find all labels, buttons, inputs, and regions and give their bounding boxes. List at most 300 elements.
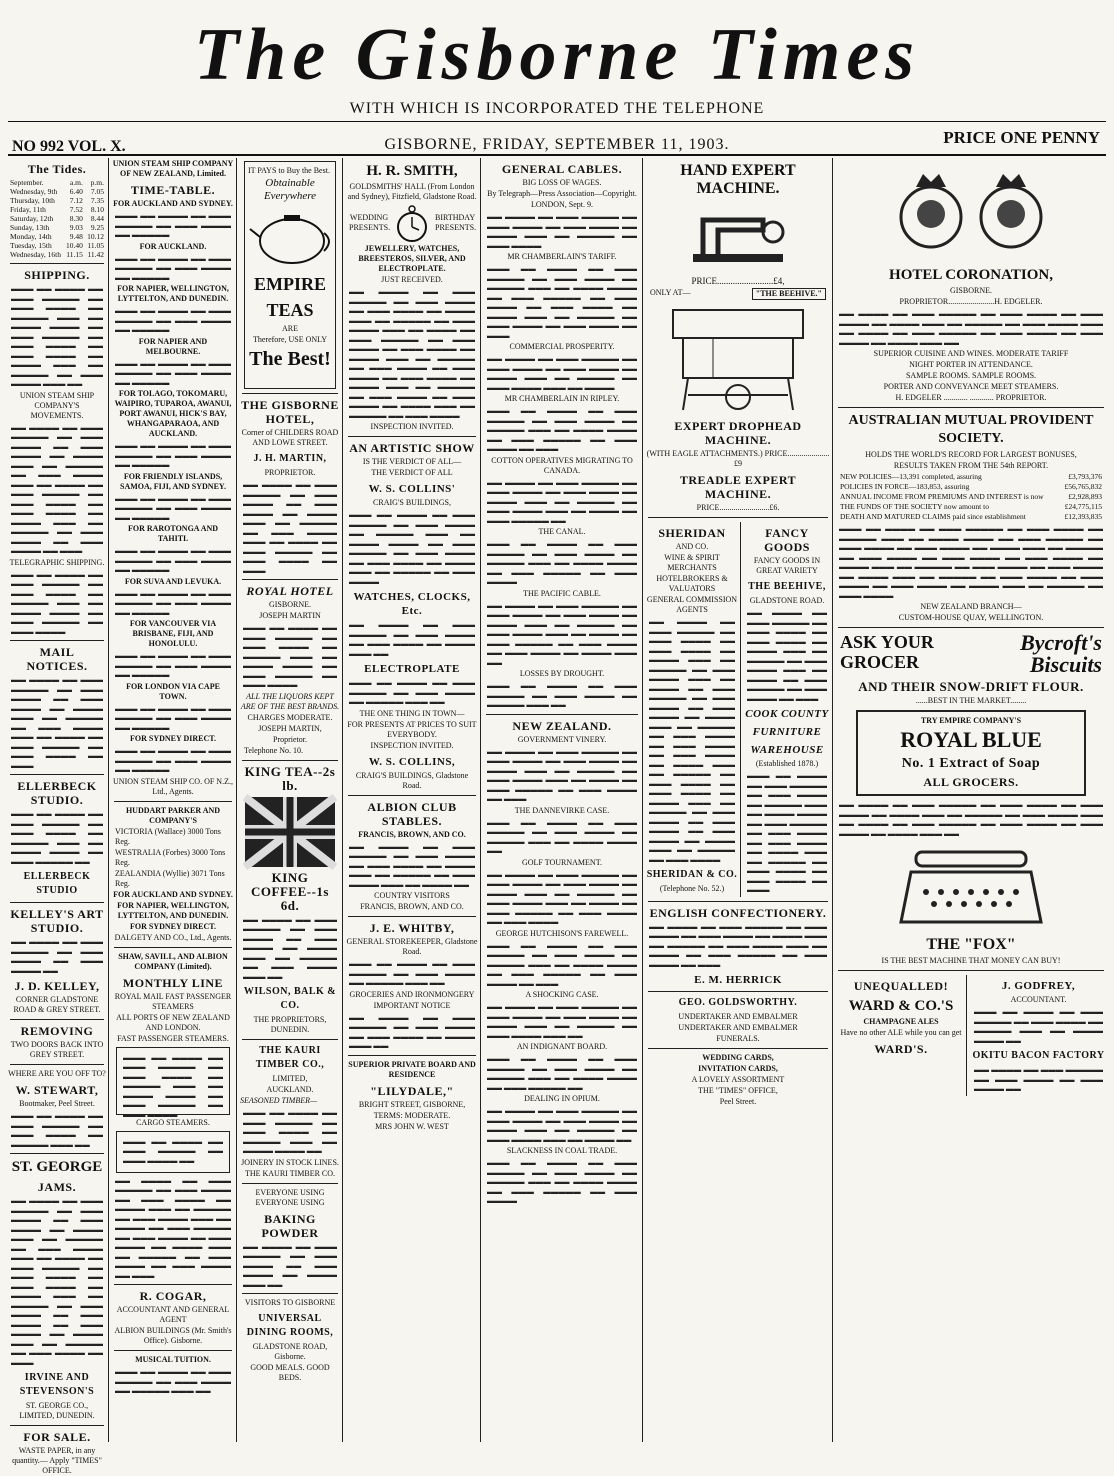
usso-agents: UNION STEAM SHIP CO. OF N.Z., Ltd., Agents. <box>113 776 233 796</box>
musical-heading: MUSICAL TUITION. <box>135 1355 211 1364</box>
column-1 <box>8 158 106 1475</box>
kauri-timber: THE KAURI TIMBER CO., <box>255 1045 325 1070</box>
port-heading: FOR RAROTONGA AND TAHITI. <box>127 524 219 543</box>
all-ports: ALL PORTS OF NEW ZEALAND AND LONDON. <box>116 1012 230 1032</box>
godfrey-heading: J. GODFREY, <box>1001 980 1076 992</box>
everyone-using: EVERYONE USING EVERYONE USING <box>255 1187 325 1207</box>
usso-heading: UNION STEAM SHIP COMPANY'S MOVEMENTS. <box>19 390 95 420</box>
beehive-box: "THE BEEHIVE." <box>752 288 826 300</box>
tide-row <box>8 223 106 232</box>
dateline: GISBORNE, FRIDAY, SEPTEMBER 11, 1903. <box>384 136 730 153</box>
watches-clocks: WATCHES, CLOCKS, Etc. <box>353 591 471 617</box>
irvine-sub: ST. GEORGE CO., LIMITED, DUNEDIN. <box>19 1401 95 1420</box>
smith-sub: GOLDSMITHS' HALL (From London and Sydney), Fitzfield, Gladstone Road. <box>347 182 477 201</box>
amp-figures <box>836 472 1106 522</box>
have-no-other: Have no other ALE while you can get <box>840 1028 962 1037</box>
tide-cell: 8.44 <box>90 214 104 223</box>
london-date: LONDON, Sept. 9. <box>531 200 593 209</box>
filler-text: ▬▬▬ ▬▬ ▬▬▬▬ ▬▬ ▬▬▬ ▬▬▬▬▬ ▬▬ ▬▬▬ ▬▬▬▬ ▬▬ ▬▬▬▬▬ <box>115 441 231 469</box>
cargo-steamers: CARGO STEAMERS. <box>136 1117 210 1127</box>
superior-cuisine: SUPERIOR CUISINE AND WINES. MODERATE TARIFF <box>873 349 1069 358</box>
filler-text: ▬▬▬ ▬▬ ▬▬▬▬ ▬▬ ▬▬▬ ▬▬▬▬▬ ▬▬ ▬▬▬ ▬▬▬▬ ▬▬ ▬▬▬▬▬ ▬▬▬ ▬▬ ▬▬▬▬ ▬▬▬▬ ▬▬ ▬▬▬ ▬▬▬▬▬ ▬▬ ▬▬▬ ▬▬▬▬ ▬▬ ▬▬▬ ▬▬▬▬ ▬▬ ▬▬▬▬ ▬▬▬ ▬▬ ▬▬▬▬▬ ▬▬ ▬▬▬ ▬▬▬▬ ▬▬ ▬▬▬ ▬▬▬▬ ▬▬ ▬▬▬ <box>747 771 827 894</box>
godfrey-block <box>967 975 1106 1096</box>
filler-text: ▬▬ ▬▬▬▬ ▬▬ ▬▬▬ ▬▬▬▬▬ ▬▬ ▬▬▬ ▬▬▬▬ ▬▬ ▬▬▬ ▬▬▬▬ ▬▬ ▬▬▬▬ ▬▬▬ ▬▬ ▬▬▬▬▬ ▬▬ ▬▬▬ ▬▬▬▬ ▬▬▬ ▬▬ ▬▬▬▬ ▬▬ ▬▬▬ ▬▬▬▬▬ ▬▬ <box>487 477 637 525</box>
it-pays: IT PAYS to Buy the Best. <box>248 166 330 175</box>
coronation-heading: HOTEL CORONATION, <box>889 267 1053 283</box>
filler-text: ▬▬▬ ▬▬ ▬▬▬▬ ▬▬ ▬▬▬ ▬▬▬▬▬ ▬▬ ▬▬▬ ▬▬▬▬ ▬▬ ▬▬▬▬▬ <box>115 211 231 239</box>
royal-blue-ad <box>856 710 1086 796</box>
biscuits: Biscuits <box>1029 652 1102 677</box>
superior-board: SUPERIOR PRIVATE BOARD AND RESIDENCE <box>348 1059 476 1079</box>
filler-text: ▬▬▬ ▬▬ ▬▬▬▬ ▬▬ ▬▬▬ ▬▬▬▬▬ ▬▬ ▬▬▬ ▬▬▬▬ ▬▬ ▬▬▬▬▬ ▬▬▬ ▬▬ ▬▬▬▬ ▬▬▬▬ ▬▬ ▬▬▬ ▬▬▬▬▬ ▬▬ ▬▬▬ ▬▬▬▬ ▬▬ ▬▬▬ ▬▬▬▬ ▬▬ ▬▬▬▬ ▬▬▬ ▬▬ ▬▬▬▬▬ ▬▬ ▬▬▬ ▬▬▬▬ ▬▬ ▬▬▬ ▬▬▬▬ ▬▬ ▬▬▬ ▬▬▬▬ ▬▬ ▬▬▬▬ ▬▬▬ ▬▬ ▬▬▬▬▬ ▬▬ ▬▬▬ ▬▬▬▬ ▬▬ ▬▬▬ ▬▬▬▬ ▬▬ ▬▬▬▬ ▬▬▬ ▬▬ ▬▬▬▬▬ ▬▬ ▬▬▬ ▬▬▬▬ ▬▬ ▬▬▬ ▬▬▬▬ ▬▬ ▬▬▬ ▬▬▬▬ ▬▬ ▬▬▬▬ ▬▬▬ ▬▬ ▬▬▬▬▬ ▬▬ ▬▬▬ ▬▬▬▬ <box>839 524 1103 600</box>
tide-cell: 9.25 <box>90 223 104 232</box>
royal-hotel: ROYAL HOTEL <box>246 584 334 598</box>
joinery: JOINERY IN STOCK LINES. <box>241 1157 339 1167</box>
amp-figure-label: DEATH AND MATURED CLAIMS paid since establishment <box>840 512 1026 521</box>
treadle-price: PRICE.........................£6. <box>696 503 780 512</box>
filler-text: ▬▬▬ ▬▬ ▬▬▬▬ ▬▬ ▬▬▬ ▬▬▬▬▬ ▬▬ ▬▬▬ ▬▬▬▬ ▬▬ ▬▬▬▬▬ ▬▬▬ ▬▬ ▬▬▬▬ ▬▬▬▬ ▬▬ ▬▬▬ ▬▬▬▬▬ ▬▬ ▬▬▬ ▬▬▬▬ <box>487 539 637 586</box>
kauri-footer: THE KAURI TIMBER CO. <box>244 1168 336 1178</box>
peel-street: Peel Street. <box>719 1097 757 1106</box>
sewing-machine-icon <box>678 202 798 272</box>
whitby-heading: J. E. WHITBY, <box>369 921 455 935</box>
lovely-assortment: A LOVELY ASSORTMENT <box>691 1075 785 1084</box>
francis-brown: FRANCIS, BROWN, AND CO. <box>358 829 466 839</box>
filler-text: ▬▬ ▬▬▬▬ ▬▬ ▬▬▬ ▬▬▬▬▬ ▬▬ ▬▬▬ ▬▬▬▬ ▬▬ ▬▬▬ ▬▬▬▬ ▬▬ ▬▬▬▬ ▬▬▬ ▬▬ ▬▬▬▬▬ ▬▬ ▬▬▬ ▬▬▬▬ ▬▬▬ ▬▬ ▬▬▬▬ ▬▬ ▬▬▬ ▬▬▬▬▬ ▬▬ ▬▬▬ ▬▬▬▬ ▬▬ ▬▬▬ ▬▬▬▬ ▬▬ ▬▬▬▬ ▬▬▬ ▬▬ ▬▬▬▬▬ ▬▬ ▬▬▬ ▬▬▬▬ ▬▬ ▬▬▬ ▬▬▬▬ ▬▬ ▬▬▬ <box>11 422 103 555</box>
column-rule <box>236 158 237 1442</box>
filler-text: ▬▬ ▬▬▬▬ ▬▬ ▬▬▬ ▬▬▬▬▬ ▬▬ ▬▬▬ ▬▬▬▬ ▬▬ ▬▬▬ ▬▬▬▬ ▬▬ ▬▬▬▬ ▬▬▬ ▬▬ ▬▬▬▬▬ ▬▬ ▬▬▬ ▬▬▬▬ ▬▬▬ ▬▬ ▬▬▬▬ ▬▬ ▬▬▬ ▬▬▬▬▬ ▬▬ ▬▬▬ ▬▬▬▬ ▬▬ ▬▬▬ <box>243 480 337 575</box>
port-heading: FOR NAPIER, WELLINGTON, LYTTELTON, AND DUNEDIN. <box>117 284 229 303</box>
port-heading: FOR NAPIER AND MELBOURNE. <box>138 336 208 356</box>
snow-drift-flour: AND THEIR SNOW-DRIFT FLOUR. <box>858 679 1084 694</box>
kelley-heading: KELLEY'S ART STUDIO. <box>10 907 104 935</box>
lilydale-address: BRIGHT STREET, GISBORNE, <box>358 1099 466 1109</box>
artistic-show: AN ARTISTIC SHOW <box>349 441 475 455</box>
jewellery: JEWELLERY, WATCHES, BREESTEROS, SILVER, AND ELECTROPLATE. <box>358 244 466 273</box>
slackness-coal: SLACKNESS IN COAL TRADE. <box>506 1146 618 1155</box>
filler-text: ▬▬▬ ▬▬ ▬▬▬▬ ▬▬ ▬▬▬ ▬▬▬▬▬ ▬▬ ▬▬▬ ▬▬▬▬ ▬▬ <box>123 1136 223 1165</box>
royal-blue: ROYAL BLUE <box>900 727 1042 752</box>
are: ARE <box>282 324 298 333</box>
filler-text: ▬▬ ▬▬▬▬ ▬▬ ▬▬▬ ▬▬▬▬▬ ▬▬ ▬▬▬ ▬▬▬▬ ▬▬ ▬▬▬ ▬▬▬▬ ▬▬ ▬▬▬▬ ▬▬▬ ▬▬ ▬▬▬▬▬ ▬▬ ▬▬▬ ▬▬▬▬ ▬▬▬ ▬▬ ▬▬▬▬ <box>487 354 637 392</box>
mail-heading: MAIL NOTICES. <box>26 645 88 673</box>
electroplate: ELECTROPLATE <box>364 663 460 675</box>
inspection-invited: INSPECTION INVITED. <box>370 422 454 431</box>
undertaker-2: UNDERTAKER AND EMBALMER <box>678 1023 798 1032</box>
one-thing: THE ONE THING IN TOWN— <box>359 708 465 718</box>
route-heading: FOR NAPIER, WELLINGTON, LYTTELTON, AND DUNEDIN. <box>117 900 229 920</box>
seasoned-timber: SEASONED TIMBER— <box>240 1096 318 1105</box>
tide-cell: 11.15 <box>66 250 83 259</box>
shaw-heading: SHAW, SAVILL, AND ALBION COMPANY (Limited). <box>118 951 228 971</box>
tide-cell: Sunday, 13th <box>10 223 50 232</box>
groceries: GROCERIES AND IRONMONGERY <box>349 989 475 999</box>
tide-cell: Tuesday, 15th <box>10 241 52 250</box>
filler-text: ▬▬ ▬▬▬▬ ▬▬ ▬▬▬ ▬▬▬▬▬ ▬▬ ▬▬▬ ▬▬▬▬ ▬▬ ▬▬▬ ▬▬▬▬ ▬▬ ▬▬▬▬ ▬▬▬ ▬▬ ▬▬▬▬▬ ▬▬ ▬▬▬ ▬▬▬▬ ▬▬▬ ▬▬ ▬▬▬▬ ▬▬ ▬▬▬ ▬▬▬▬▬ ▬▬ ▬▬▬ ▬▬▬▬ ▬▬ ▬▬▬ ▬▬▬▬ <box>487 869 637 926</box>
amp-figure-row <box>836 472 1106 482</box>
kelley-address: CORNER GLADSTONE ROAD & GREY STREET. <box>13 995 101 1014</box>
commission-agents: GENERAL COMMISSION AGENTS <box>646 595 738 614</box>
tide-cell: 7.05 <box>90 187 104 196</box>
dealing-opium: DEALING IN OPIUM. <box>524 1094 600 1103</box>
sheridan-telephone: (Telephone No. 52.) <box>659 884 725 893</box>
champagne-ales: CHAMPAGNE ALES <box>863 1017 939 1026</box>
teapot-icon <box>248 207 336 267</box>
column-rule <box>108 158 109 1442</box>
amp-figure-value: £2,928,893 <box>1068 492 1102 501</box>
route-heading: FOR AUCKLAND AND SYDNEY. <box>113 889 233 899</box>
filler-text: ▬▬▬ ▬▬ ▬▬▬▬ ▬▬ ▬▬▬ ▬▬▬▬▬ ▬▬ ▬▬▬ ▬▬▬▬ ▬▬ ▬▬▬▬▬ ▬▬▬ ▬▬ ▬▬▬▬ ▬▬▬▬ ▬▬ ▬▬▬ ▬▬▬▬▬ ▬▬ ▬▬▬ ▬▬▬▬ <box>487 1158 637 1205</box>
filler-text: ▬▬ ▬▬▬▬ ▬▬ ▬▬▬ ▬▬▬▬▬ ▬▬ ▬▬▬ ▬▬▬▬ ▬▬ ▬▬▬ ▬▬▬▬ ▬▬ ▬▬▬▬ ▬▬▬ ▬▬ ▬▬▬▬▬ ▬▬ ▬▬▬ ▬▬▬▬ ▬▬▬ ▬▬ ▬▬▬▬ ▬▬ ▬▬▬ ▬▬▬▬▬ ▬▬ ▬▬▬ ▬▬▬▬ ▬▬ ▬▬▬ ▬▬▬▬ ▬▬ ▬▬▬▬ ▬▬▬ ▬▬ <box>839 309 1103 347</box>
amp-figure-row <box>836 492 1106 502</box>
filler-text: ▬▬▬ ▬▬ ▬▬▬▬ ▬▬ ▬▬▬ ▬▬▬▬▬ ▬▬ ▬▬▬ ▬▬▬▬ ▬▬ ▬▬▬▬▬ ▬▬▬ ▬▬ ▬▬▬▬ ▬▬▬▬ ▬▬ ▬▬▬ ▬▬▬▬▬ ▬▬ ▬▬▬ ▬▬▬▬ <box>11 569 103 636</box>
filler-text: ▬▬▬ ▬▬ ▬▬▬▬ ▬▬ ▬▬▬ ▬▬▬▬▬ ▬▬ ▬▬▬ ▬▬▬▬ ▬▬ ▬▬▬▬▬ ▬▬▬ ▬▬ ▬▬▬▬ ▬▬▬▬ ▬▬ ▬▬▬ ▬▬▬▬▬ ▬▬ ▬▬▬ ▬▬▬▬ <box>243 623 337 689</box>
coronation-proprietor: PROPRIETOR.......................H. EDGELER. <box>899 297 1043 306</box>
tide-cell: 7.52 <box>69 205 83 214</box>
issue-number: NO 992 VOL. X. <box>12 138 126 155</box>
wedding-presents: WEDDING PRESENTS. <box>349 213 391 232</box>
bycroft-ad <box>836 632 1106 676</box>
ellerbeck-footer: ELLERBECK STUDIO <box>23 871 91 896</box>
dalgety-agents: DALGETY AND CO., Ltd., Agents. <box>114 932 232 942</box>
beehive-heading: THE BEEHIVE, <box>748 581 826 592</box>
filler-text: ▬▬▬ ▬▬ ▬▬▬▬ ▬▬ ▬▬▬ ▬▬▬▬▬ ▬▬ ▬▬▬ ▬▬▬▬ ▬▬ ▬▬▬▬▬ ▬▬▬ ▬▬ ▬▬▬▬ ▬▬▬▬ ▬▬ ▬▬▬ ▬▬▬▬▬ ▬▬ ▬▬▬ ▬▬▬▬ ▬▬ ▬▬▬ ▬▬▬▬ ▬▬ ▬▬▬▬ ▬▬▬ ▬▬ ▬▬▬▬▬ ▬▬ ▬▬▬ ▬▬▬▬ ▬▬ ▬▬▬ ▬▬▬▬ ▬▬ ▬▬▬ <box>487 264 637 340</box>
invitation-cards: INVITATION CARDS, <box>698 1064 778 1073</box>
masthead <box>0 0 1114 155</box>
filler-text: ▬▬▬ ▬▬ ▬▬▬▬ ▬▬ ▬▬▬ ▬▬▬▬▬ ▬▬ ▬▬▬ ▬▬▬▬ ▬▬ ▬▬▬▬▬ ▬▬▬ ▬▬ <box>349 678 475 706</box>
country-visitors: COUNTRY VISITORS <box>374 891 450 900</box>
sheridan-block <box>646 522 741 897</box>
stewart-name: W. STEWART, <box>15 1083 99 1097</box>
fox-sub: IS THE BEST MACHINE THAT MONEY CAN BUY! <box>881 956 1061 965</box>
good-meals: GOOD MEALS. GOOD BEDS. <box>250 1363 330 1382</box>
royal-hotel-place: GISBORNE. <box>268 600 311 609</box>
royal-hotel-liquors: ALL THE LIQUORS KEPT ARE OF THE BEST BRANDS. <box>240 691 340 711</box>
royal-mail: ROYAL MAIL FAST PASSENGER STEAMERS <box>114 991 232 1011</box>
ward-heading: WARD & CO.'S <box>848 998 954 1014</box>
tide-row <box>8 178 106 187</box>
column-6 <box>646 158 830 1442</box>
filler-text: ▬▬▬ ▬▬ ▬▬▬▬ ▬▬ ▬▬▬ ▬▬▬▬▬ ▬▬ ▬▬▬ ▬▬▬▬ ▬▬ ▬▬▬▬▬ ▬▬▬ ▬▬ ▬▬▬▬ ▬▬▬▬ ▬▬ <box>243 1108 337 1155</box>
filler-text: ▬▬ ▬▬▬▬ ▬▬ ▬▬▬ ▬▬▬▬▬ ▬▬ ▬▬▬ ▬▬▬▬ ▬▬ ▬▬▬ ▬▬▬▬ ▬▬ ▬▬▬▬ ▬▬▬ ▬▬ ▬▬▬▬▬ ▬▬ ▬▬▬ ▬▬▬▬ ▬▬▬ ▬▬ ▬▬▬▬ ▬▬ ▬▬▬ ▬▬▬▬▬ ▬▬ ▬▬▬ ▬▬▬▬ ▬▬ ▬▬▬ <box>649 921 827 969</box>
cogar-address: ALBION BUILDINGS (Mr. Smith's Office). Gisborne. <box>114 1326 232 1345</box>
column-rule <box>832 158 833 1442</box>
divider <box>8 154 1106 156</box>
jams-heading: JAMS. <box>37 1180 77 1194</box>
filler-text: ▬▬ ▬▬▬▬ ▬▬ ▬▬▬ ▬▬▬▬▬ ▬▬ ▬▬▬ ▬▬▬▬ ▬▬ ▬▬▬ ▬▬▬▬ ▬▬ ▬▬▬▬ ▬▬▬ ▬▬ ▬▬▬▬▬ ▬▬ ▬▬▬ ▬▬▬▬ ▬▬▬ ▬▬ <box>243 914 337 981</box>
pacific-cable: THE PACIFIC CABLE. <box>523 588 601 598</box>
filler-text: ▬▬▬ ▬▬ ▬▬▬▬ ▬▬ ▬▬▬ ▬▬▬▬▬ ▬▬ ▬▬▬ ▬▬▬▬ ▬▬ ▬▬▬▬▬ ▬▬▬ ▬▬ <box>115 1367 231 1395</box>
amp-figure-label: NEW POLICIES—13,391 completed, assuring <box>840 472 982 481</box>
telegraphic-heading: TELEGRAPHIC SHIPPING. <box>9 557 105 567</box>
general-cables: GENERAL CABLES. <box>501 162 623 176</box>
only-at: ONLY AT— <box>650 288 691 297</box>
filler-text: ▬▬▬ ▬▬ ▬▬▬▬ ▬▬ ▬▬▬ ▬▬▬▬▬ ▬▬ ▬▬▬ ▬▬▬▬ ▬▬ ▬▬▬▬▬ ▬▬▬ ▬▬ ▬▬▬▬ ▬▬▬▬ ▬▬ <box>974 1007 1103 1045</box>
ask-your-grocer <box>840 632 934 676</box>
inspection-invited-2: INSPECTION INVITED. <box>370 740 454 750</box>
telephone: Telephone No. 10. <box>244 745 303 755</box>
filler-text: ▬▬ ▬▬▬▬ ▬▬ ▬▬▬ ▬▬▬▬▬ ▬▬ ▬▬▬ ▬▬▬▬ ▬▬ ▬▬▬ ▬▬▬▬ ▬▬ ▬▬▬▬ ▬▬▬ ▬▬ ▬▬▬▬▬ ▬▬ ▬▬▬ ▬▬▬▬ ▬▬▬ ▬▬ ▬▬▬▬ ▬▬ ▬▬▬ ▬▬▬▬▬ ▬▬ ▬▬▬ ▬▬▬▬ ▬▬ ▬▬▬ ▬▬▬▬ ▬▬ ▬▬▬▬ ▬▬▬ ▬▬ ▬▬▬▬▬ ▬▬ ▬▬▬ ▬▬▬▬ ▬▬ ▬▬▬ ▬▬▬▬ ▬▬ ▬▬▬ ▬▬▬▬ ▬▬ ▬▬▬▬ ▬▬▬ ▬▬ ▬▬▬▬▬ ▬▬ ▬▬▬ ▬▬▬▬ ▬▬ ▬▬▬ <box>11 1196 103 1367</box>
royal-portraits-icon <box>871 162 1071 262</box>
goldsworthy: GEO. GOLDSWORTHY. <box>678 997 798 1008</box>
monthly-line: MONTHLY LINE <box>122 975 224 990</box>
filler-text: ▬▬▬ ▬▬ ▬▬▬▬ ▬▬ ▬▬▬ ▬▬▬▬▬ ▬▬ ▬▬▬ ▬▬▬▬ ▬▬ ▬▬▬▬▬ ▬▬▬ ▬▬ <box>11 1111 103 1149</box>
filler-text: ▬▬ ▬▬▬▬ ▬▬ ▬▬▬ ▬▬▬▬▬ ▬▬ ▬▬▬ ▬▬▬▬ ▬▬ ▬▬▬ ▬▬▬▬ ▬▬ ▬▬▬▬ ▬▬▬ ▬▬ <box>243 1241 337 1289</box>
tide-cell: Saturday, 12th <box>10 214 54 223</box>
wilson-balk-sub: THE PROPRIETORS, DUNEDIN. <box>253 1015 327 1034</box>
albion-stables: ALBION CLUB STABLES. <box>367 799 457 828</box>
porter-conveyance: PORTER AND CONVEYANCE MEET STEAMERS. <box>883 382 1059 391</box>
gisborne-hotel: THE GISBORNE HOTEL, <box>241 398 339 426</box>
filler-text: ▬▬▬ ▬▬ ▬▬▬▬ ▬▬ ▬▬▬ ▬▬▬▬▬ ▬▬ ▬▬▬ ▬▬▬▬ ▬▬ ▬▬▬▬▬ ▬▬▬ ▬▬ ▬▬▬▬ ▬▬▬▬ ▬▬ ▬▬▬ ▬▬▬▬▬ ▬▬ ▬▬▬ ▬▬▬▬ <box>123 1052 223 1119</box>
pocket-watch-icon <box>395 203 429 243</box>
dannevirke-case: THE DANNEVIRKE CASE. <box>514 805 610 815</box>
wedding-cards: WEDDING CARDS, <box>702 1053 774 1062</box>
drophead-heading: EXPERT DROPHEAD MACHINE. <box>674 419 802 447</box>
filler-text: ▬▬ ▬▬▬▬ ▬▬ ▬▬▬ ▬▬▬▬▬ ▬▬ ▬▬▬ ▬▬▬▬ ▬▬ ▬▬▬ ▬▬▬▬ ▬▬ ▬▬▬▬ ▬▬▬ ▬▬ ▬▬▬▬▬ ▬▬ ▬▬▬ ▬▬▬▬ ▬▬▬ ▬▬ ▬▬▬▬ ▬▬ ▬▬▬ ▬▬▬▬▬ ▬▬ ▬▬▬ ▬▬▬▬ ▬▬ ▬▬▬ <box>11 675 103 770</box>
amp-figure-value: £24,775,115 <box>1064 502 1102 511</box>
presents-prices: FOR PRESENTS AT PRICES TO SUIT EVERYBODY. <box>347 719 477 739</box>
warehouse: WAREHOUSE <box>750 744 824 756</box>
indignant-board: AN INDIGNANT BOARD. <box>516 1042 608 1051</box>
tides-table <box>8 178 106 259</box>
kauri-limited: LIMITED, <box>272 1074 308 1083</box>
gisborne-hotel-owner: J. H. MARTIN, <box>253 453 327 464</box>
bycroft: Bycroft's <box>1020 630 1102 655</box>
ask-your: ASK YOUR <box>840 632 934 652</box>
smith-presents-row <box>346 203 478 243</box>
kauri-auckland: AUCKLAND. <box>266 1085 314 1094</box>
king-tea: KING TEA--2s lb. <box>244 763 336 793</box>
amp-figure-row <box>836 502 1106 512</box>
tide-row <box>8 187 106 196</box>
hutchison-farewell: GEORGE HUTCHISON'S FAREWELL. <box>495 928 629 938</box>
nz-branch: NEW ZEALAND BRANCH— <box>920 602 1022 611</box>
all-grocers: ALL GROCERS. <box>923 775 1019 789</box>
new-zealand: NEW ZEALAND. <box>512 718 612 733</box>
empire-teas-ad <box>244 161 336 389</box>
verdict-1: IS THE VERDICT OF ALL— <box>362 457 462 466</box>
filler-text: ▬▬ ▬▬▬▬ ▬▬ ▬▬▬ ▬▬▬▬▬ ▬▬ ▬▬▬ ▬▬▬▬ ▬▬ ▬▬▬ ▬▬▬▬ ▬▬ ▬▬▬▬ ▬▬▬ ▬▬ ▬▬▬▬▬ ▬▬ ▬▬▬ ▬▬▬▬ <box>487 212 637 250</box>
verdict-2: THE VERDICT OF ALL <box>371 468 453 477</box>
whitby-sub: GENERAL STOREKEEPER, Gladstone Road. <box>346 937 478 956</box>
amp-figure-row <box>836 512 1106 522</box>
filler-text: ▬▬ ▬▬▬▬ ▬▬ ▬▬▬ ▬▬▬▬▬ ▬▬ ▬▬▬ ▬▬▬▬ ▬▬ ▬▬▬ ▬▬▬▬ ▬▬ ▬▬▬▬ ▬▬▬ ▬▬ ▬▬▬▬▬ ▬▬ ▬▬▬ ▬▬▬▬ ▬▬▬ ▬▬ ▬▬▬▬ ▬▬ <box>349 841 475 889</box>
column-7 <box>836 158 1106 1442</box>
sheridan-heading: SHERIDAN <box>658 526 726 540</box>
fox-heading: THE "FOX" <box>926 936 1016 953</box>
filler-text: ▬▬▬ ▬▬ ▬▬▬▬ ▬▬ ▬▬▬ ▬▬▬▬▬ ▬▬ ▬▬▬ ▬▬▬▬ ▬▬ ▬▬▬▬▬ ▬▬▬ ▬▬ ▬▬▬▬ ▬▬▬▬ ▬▬ ▬▬▬ ▬▬▬▬▬ ▬▬ <box>11 809 103 866</box>
cogar-heading: R. COGAR, <box>139 1289 207 1303</box>
accountant: ACCOUNTANT. <box>1010 995 1067 1004</box>
collins-footer-address: CRAIG'S BUILDINGS, Gladstone Road. <box>355 770 469 790</box>
tide-row <box>8 241 106 250</box>
commercial-prosperity: COMMERCIAL PROSPERITY. <box>509 342 615 351</box>
filler-text: ▬▬▬ ▬▬ ▬▬▬▬ ▬▬ ▬▬▬ ▬▬▬▬▬ ▬▬ ▬▬▬ ▬▬▬▬ ▬▬ ▬▬▬▬▬ ▬▬▬ ▬▬ <box>349 959 475 987</box>
tide-row <box>8 205 106 214</box>
port-heading: FOR SYDNEY DIRECT. <box>129 734 216 743</box>
huddart-heading: HUDDART PARKER AND COMPANY'S <box>125 805 221 825</box>
cargo-table <box>116 1131 230 1173</box>
filler-text: ▬▬▬ ▬▬ ▬▬▬▬ ▬▬ ▬▬▬ ▬▬▬▬▬ ▬▬ ▬▬▬ ▬▬▬▬ ▬▬ ▬▬▬▬▬ <box>115 588 231 617</box>
best-in-market: ......BEST IN THE MARKET........ <box>915 696 1027 705</box>
tide-row <box>8 196 106 205</box>
filler-text: ▬▬ ▬▬▬▬ ▬▬ ▬▬▬ ▬▬▬▬▬ ▬▬ ▬▬▬ ▬▬▬▬ ▬▬ ▬▬▬ ▬▬▬▬ ▬▬ <box>11 937 103 975</box>
filler-text: ▬▬ ▬▬▬▬ ▬▬ ▬▬▬ ▬▬▬▬▬ ▬▬ ▬▬▬ ▬▬▬▬ ▬▬ ▬▬▬ ▬▬▬▬ ▬▬ ▬▬▬▬ ▬▬▬ ▬▬ ▬▬▬▬▬ ▬▬ ▬▬▬ ▬▬▬▬ ▬▬▬ ▬▬ ▬▬▬▬ ▬▬ ▬▬▬ ▬▬▬▬▬ ▬▬ ▬▬▬ ▬▬▬▬ ▬▬ ▬▬▬ ▬▬▬▬ ▬▬ ▬▬▬▬ ▬▬▬ ▬▬ <box>487 600 637 667</box>
royal-hotel-proprietor: JOSEPH MARTIN, <box>258 723 322 733</box>
column-4 <box>346 158 478 1442</box>
times-office: THE "TIMES" OFFICE, <box>698 1086 778 1095</box>
filler-text: ▬▬ ▬▬▬▬ ▬▬ ▬▬▬ ▬▬▬▬▬ ▬▬ ▬▬▬ ▬▬▬▬ ▬▬ ▬▬▬ ▬▬▬▬ ▬▬ ▬▬▬▬ ▬▬▬ ▬▬ ▬▬▬▬▬ ▬▬ ▬▬▬ ▬▬▬▬ ▬▬▬ ▬▬ <box>487 1002 637 1040</box>
filler-text: ▬▬▬ ▬▬ ▬▬▬▬ ▬▬ ▬▬▬ ▬▬▬▬▬ ▬▬ ▬▬▬ ▬▬▬▬ ▬▬ ▬▬▬▬▬ <box>115 746 231 774</box>
amp-results: RESULTS TAKEN FROM THE 54th REPORT. <box>893 461 1049 470</box>
where-line: WHERE ARE YOU OFF TO? <box>8 1069 106 1078</box>
baking-powder: BAKING POWDER <box>261 1211 319 1240</box>
port-heading: FOR AUCKLAND. <box>139 241 207 251</box>
kelley-name: J. D. KELLEY, <box>14 979 100 993</box>
birthday-presents: BIRTHDAY PRESENTS. <box>435 213 477 232</box>
filler-text: ▬▬ ▬▬▬▬ ▬▬ ▬▬▬ ▬▬▬▬▬ ▬▬ ▬▬▬ ▬▬▬▬ ▬▬ ▬▬▬ ▬▬▬▬ ▬▬ ▬▬▬▬ ▬▬▬ ▬▬ <box>349 620 475 658</box>
the-best: The Best! <box>249 348 331 370</box>
just-received: JUST RECEIVED. <box>381 275 443 284</box>
filler-text: ▬▬▬ ▬▬ ▬▬▬▬ ▬▬ ▬▬▬ ▬▬▬▬▬ ▬▬ ▬▬▬ ▬▬▬▬ ▬▬ ▬▬▬▬▬ <box>115 703 231 732</box>
tide-cell: 10.12 <box>87 232 104 241</box>
for-sale-heading: FOR SALE. <box>23 1430 91 1444</box>
shipping-heading: SHIPPING. <box>24 268 90 282</box>
filler-text: ▬▬▬ ▬▬ ▬▬▬▬ ▬▬ ▬▬▬ ▬▬▬▬▬ ▬▬ ▬▬▬ ▬▬▬▬ ▬▬ ▬▬▬▬▬ ▬▬▬ ▬▬ ▬▬▬▬ ▬▬▬▬ ▬▬ <box>487 817 637 855</box>
universal-address: GLADSTONE ROAD, Gisborne. <box>252 1342 328 1361</box>
funerals: FUNERALS. <box>716 1034 760 1043</box>
unequalled: UNEQUALLED! <box>853 979 949 993</box>
established: (Established 1878.) <box>755 759 819 768</box>
royal-hotel-charges: CHARGES MODERATE. <box>247 712 333 722</box>
tide-cell: 11.42 <box>87 250 104 259</box>
cotton-operatives: COTTON OPERATIVES MIGRATING TO CANADA. <box>491 455 633 475</box>
important-notice: IMPORTANT NOTICE <box>373 1000 451 1010</box>
filler-text: ▬▬▬ ▬▬ ▬▬▬▬ ▬▬ ▬▬▬ ▬▬▬▬▬ ▬▬ ▬▬▬ ▬▬▬▬ ▬▬ ▬▬▬▬▬ <box>115 546 231 574</box>
losses-drought: LOSSES BY DROUGHT. <box>519 669 605 678</box>
filler-text: ▬▬▬ ▬▬ ▬▬▬▬ ▬▬ ▬▬▬ ▬▬▬▬▬ ▬▬ ▬▬▬ ▬▬▬▬ ▬▬ ▬▬▬▬▬ ▬▬▬ ▬▬ <box>487 681 637 709</box>
herrick: E. M. HERRICK <box>694 974 782 986</box>
gisborne-hotel-role: PROPRIETOR. <box>264 468 316 477</box>
tide-cell: 9.48 <box>69 232 83 241</box>
price: PRICE ONE PENNY <box>943 128 1100 147</box>
filler-text: ▬▬ ▬▬▬▬ ▬▬ ▬▬▬ ▬▬▬▬▬ ▬▬ ▬▬▬ ▬▬▬▬ ▬▬ ▬▬▬ ▬▬▬▬ ▬▬ <box>974 1065 1103 1093</box>
amp-figure-value: £12,393,835 <box>1064 512 1102 521</box>
tide-row <box>8 214 106 223</box>
obtainable: Obtainable Everywhere <box>263 177 317 202</box>
filler-text: ▬▬▬ ▬▬ ▬▬▬▬ ▬▬ ▬▬▬ ▬▬▬▬▬ ▬▬ ▬▬▬ ▬▬▬▬ ▬▬ ▬▬▬▬▬ <box>115 306 231 334</box>
fancy-goods-sub: FANCY GOODS IN GREAT VARIETY <box>753 556 821 575</box>
amp-figure-value: £56,765,832 <box>1064 482 1102 491</box>
royal-hotel-proprietor-role: Proprietor. <box>273 734 307 744</box>
collins-heading: W. S. COLLINS' <box>368 483 456 495</box>
king-coffee: KING COFFEE--1s 6d. <box>251 869 329 913</box>
lilydale: "LILYDALE," <box>370 1083 454 1098</box>
filler-text: ▬▬ ▬▬▬▬ ▬▬ ▬▬▬ ▬▬▬▬▬ ▬▬ ▬▬▬ ▬▬▬▬ ▬▬ ▬▬▬ ▬▬▬▬ ▬▬ ▬▬▬▬ ▬▬▬ ▬▬ ▬▬▬▬▬ ▬▬ ▬▬▬ ▬▬▬▬ ▬▬▬ ▬▬ ▬▬▬▬ ▬▬ <box>487 1106 637 1144</box>
fancy-block <box>741 522 830 897</box>
sample-rooms: SAMPLE ROOMS. SAMPLE ROOMS. <box>905 371 1037 380</box>
tide-cell: 7.12 <box>69 196 83 205</box>
collins-footer: W. S. COLLINS, <box>368 755 456 768</box>
filler-text: ▬▬▬ ▬▬ ▬▬▬▬ ▬▬ ▬▬▬ ▬▬▬▬▬ ▬▬ ▬▬▬ ▬▬▬▬ ▬▬ ▬▬▬▬▬ <box>115 253 231 282</box>
column-2 <box>112 158 234 1442</box>
filler-text: ▬▬ ▬▬▬▬ ▬▬ ▬▬▬ ▬▬▬▬▬ ▬▬ ▬▬▬ ▬▬▬▬ ▬▬ ▬▬▬ ▬▬▬▬ ▬▬ ▬▬▬▬ ▬▬▬ ▬▬ ▬▬▬▬▬ ▬▬ ▬▬▬ ▬▬▬▬ ▬▬▬ ▬▬ ▬▬▬▬ ▬▬ ▬▬▬ ▬▬▬▬▬ ▬▬ ▬▬▬ ▬▬▬▬ ▬▬ ▬▬▬ ▬▬▬▬ ▬▬ ▬▬▬▬ ▬▬▬ ▬▬ ▬▬▬▬▬ ▬▬ ▬▬▬ ▬▬▬▬ ▬▬ ▬▬▬ ▬▬▬▬ ▬▬ ▬▬▬ ▬▬▬▬ ▬▬ ▬▬▬▬ ▬▬▬ ▬▬ ▬▬▬▬▬ ▬▬ ▬▬▬ ▬▬▬▬ ▬▬ ▬▬▬ ▬▬▬▬ ▬▬ ▬▬▬▬ ▬▬▬ ▬▬ ▬▬▬▬▬ ▬▬ ▬▬▬ ▬▬▬▬ ▬▬ ▬▬▬ ▬▬▬▬ ▬▬ ▬▬▬ ▬▬▬▬ ▬▬ ▬▬▬▬ ▬▬▬ ▬▬ ▬▬▬▬▬ ▬▬ ▬▬▬ ▬▬▬▬ <box>649 617 735 864</box>
treadle-heading: TREADLE EXPERT MACHINE. <box>679 473 797 501</box>
tide-cell: Wednesday, 9th <box>10 187 58 196</box>
fancy-goods-heading: FANCY GOODS <box>764 526 810 554</box>
tide-cell: 11.05 <box>87 241 104 250</box>
irvine-heading: IRVINE AND STEVENSON'S <box>19 1372 95 1397</box>
drophead-machine-icon <box>653 305 823 415</box>
collins-buildings: CRAIG'S BUILDINGS, <box>373 498 451 507</box>
filler-text: ▬▬▬ ▬▬ ▬▬▬▬ ▬▬ ▬▬▬ ▬▬▬▬▬ ▬▬ ▬▬▬ ▬▬▬▬ ▬▬ ▬▬▬▬▬ <box>115 651 231 679</box>
divider <box>8 121 1106 122</box>
empire-teas: EMPIRE TEAS <box>254 274 326 320</box>
hand-price: PRICE.........................£4, <box>691 276 785 286</box>
shocking-case: A SHOCKING CASE. <box>525 990 599 999</box>
wilson-balk: WILSON, BALK & CO. <box>243 986 337 1011</box>
stewart-sub: Bootmaker, Peel Street. <box>19 1099 95 1108</box>
govt-vinery: GOVERNMENT VINERY. <box>517 734 607 744</box>
filler-text: ▬▬ ▬▬▬▬ ▬▬ ▬▬▬ ▬▬▬▬▬ ▬▬ ▬▬▬ ▬▬▬▬ ▬▬ ▬▬▬ ▬▬▬▬ ▬▬ ▬▬▬▬ ▬▬▬ ▬▬ <box>349 1012 475 1050</box>
extract-of-soap: No. 1 Extract of Soap <box>901 756 1041 771</box>
sheridan-and-co: AND CO. <box>675 542 709 551</box>
st-george-heading: ST. GEORGE <box>11 1159 103 1175</box>
port-heading: FOR AUCKLAND AND SYDNEY. <box>113 199 233 208</box>
terms: TERMS: MODERATE. <box>373 1110 451 1120</box>
hotelbrokers: HOTELBROKERS & VALUATORS <box>656 574 728 593</box>
tide-cell: 8.30 <box>69 214 83 223</box>
english-confectionery: ENGLISH CONFECTIONERY. <box>649 905 827 920</box>
hand-expert-heading: HAND EXPERT MACHINE. <box>680 162 796 197</box>
filler-text: ▬▬▬ ▬▬ ▬▬▬▬ ▬▬ ▬▬▬ ▬▬▬▬▬ ▬▬ ▬▬▬ ▬▬▬▬ ▬▬ ▬▬▬▬▬ <box>115 493 231 522</box>
ward-godfrey-row <box>836 975 1106 1096</box>
port-heading: FOR VANCOUVER VIA BRISBANE, FIJI, AND HONOLULU. <box>129 619 217 648</box>
union-heading: UNION STEAM SHIP COMPANY OF NEW ZEALAND, Limited. <box>112 159 234 178</box>
tide-cell: September. <box>10 178 44 187</box>
night-porter: NIGHT PORTER IN ATTENDANCE. <box>909 360 1033 369</box>
grocer: GROCER <box>840 652 920 672</box>
tide-cell: 6.40 <box>69 187 83 196</box>
column-rule <box>342 158 343 1442</box>
filler-text: ▬▬ ▬▬▬▬ ▬▬ ▬▬▬ ▬▬▬▬▬ ▬▬ ▬▬▬ ▬▬▬▬ ▬▬ ▬▬▬ ▬▬▬▬ ▬▬ ▬▬▬▬ ▬▬▬ ▬▬ ▬▬▬▬▬ ▬▬ ▬▬▬ ▬▬▬▬ ▬▬▬ ▬▬ ▬▬▬▬ ▬▬ ▬▬▬ ▬▬▬▬▬ ▬▬ ▬▬▬ ▬▬▬▬ ▬▬ ▬▬▬ ▬▬▬▬ ▬▬ ▬▬▬▬ ▬▬▬ ▬▬ ▬▬▬▬▬ ▬▬ ▬▬▬ ▬▬▬▬ ▬▬ ▬▬▬ ▬▬▬▬ ▬▬ ▬▬▬ <box>115 1175 231 1280</box>
wine-spirit: WINE & SPIRIT MERCHANTS <box>664 553 720 572</box>
tide-cell: 8.10 <box>90 205 104 214</box>
newspaper-subtitle: WITH WHICH IS INCORPORATED THE TELEPHONE <box>349 100 765 117</box>
filler-text: ▬▬▬ ▬▬ ▬▬▬▬ ▬▬ ▬▬▬ ▬▬▬▬▬ ▬▬ ▬▬▬ ▬▬▬▬ ▬▬ ▬▬▬▬▬ <box>115 358 231 387</box>
union-jack-icon <box>245 797 335 867</box>
amp-figure-label: THE FUNDS OF THE SOCIETY now amount to <box>840 502 989 511</box>
tides-heading: The Tides. <box>27 162 87 176</box>
mrs-west: MRS JOHN W. WEST <box>375 1121 449 1131</box>
try-empire: TRY EMPIRE COMPANY'S <box>920 716 1022 725</box>
removing-sub: TWO DOORS BACK INTO GREY STREET. <box>10 1040 104 1059</box>
removing-heading: REMOVING <box>20 1024 94 1038</box>
route-heading: FOR SYDNEY DIRECT. <box>129 921 216 931</box>
francis-brown-2: FRANCIS, BROWN, AND CO. <box>360 902 464 911</box>
edgeler-footer: H. EDGELER ............ ............ PROPRIETOR. <box>895 393 1047 402</box>
visitors: VISITORS TO GISBORNE <box>244 1298 336 1307</box>
port-heading: FOR LONDON VIA CAPE TOWN. <box>126 681 220 701</box>
port-heading: FOR TOLAGO, TOKOMARU, WAIPIRO, TUPAROA, AWANUI, PORT AWANUI, HICK'S BAY, WHANGAPARAOA, AND AUCKLAND. <box>114 389 232 438</box>
column-rule <box>642 158 643 1442</box>
big-loss: BIG LOSS OF WAGES. <box>522 178 602 187</box>
ward-block <box>836 975 967 1096</box>
tide-cell: p.m. <box>90 178 104 187</box>
custom-house: CUSTOM-HOUSE QUAY, WELLINGTON. <box>898 613 1044 622</box>
bycroft-biscuits <box>1020 632 1102 676</box>
